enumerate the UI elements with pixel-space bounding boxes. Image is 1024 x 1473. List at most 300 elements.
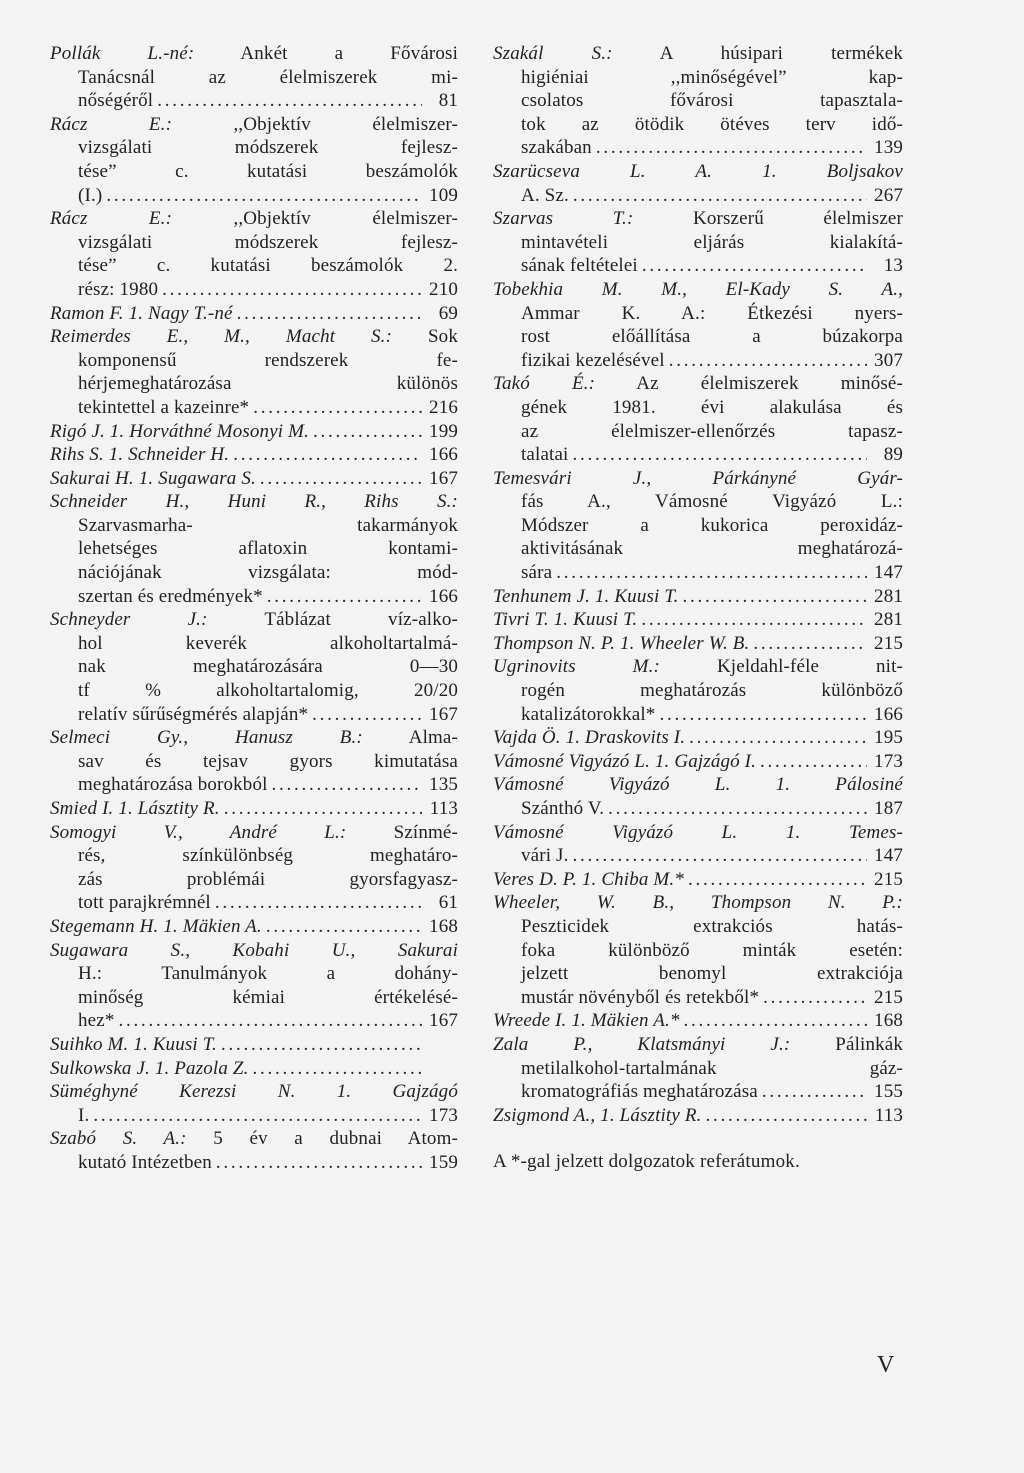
- leader-dots: [753, 632, 867, 656]
- page-ref: 167: [429, 467, 458, 489]
- index-entry: [50, 325, 458, 419]
- entry-first-line: [50, 1033, 458, 1057]
- entry-title-text: mustár növényből és retekből*: [521, 986, 760, 1008]
- entry-continuation-line: [493, 1057, 903, 1081]
- leader-dots: [608, 797, 867, 821]
- author-name: Temesvári J., Párkányné Gyár-: [493, 467, 903, 489]
- entry-title-text: tott parajkrémnél: [78, 892, 211, 914]
- entry-first-line: [493, 160, 903, 184]
- entry-continuation-line: [50, 844, 458, 868]
- entry-title-text: H.: Tanulmányok a dohány-: [78, 963, 458, 985]
- author-name: Zsigmond A., 1. Lásztity R.: [493, 1104, 702, 1126]
- index-entry: [50, 726, 458, 797]
- page-ref: 81: [438, 90, 458, 112]
- entry-continuation-line: [493, 113, 903, 137]
- entry-title-text: tekintettel a kazeinre*: [78, 396, 250, 418]
- author-name: Rigó J. 1. Horváthné Mosonyi M.: [50, 420, 309, 442]
- leader-dots: [237, 302, 422, 326]
- entry-continuation-line: [493, 561, 903, 585]
- entry-title-text: sának feltételei: [521, 255, 638, 277]
- index-entry: [50, 302, 458, 326]
- entry-title-text: sav és tejsav gyors kimutatása: [78, 750, 458, 772]
- author-name: Pollák L.-né:: [50, 43, 195, 64]
- entry-title-text: A húsipari termékek: [659, 43, 904, 64]
- author-name: Schneyder J.:: [50, 609, 208, 631]
- entry-continuation-line: [50, 679, 458, 703]
- leader-dots: [267, 585, 422, 609]
- page-ref: 267: [874, 184, 903, 206]
- entry-continuation-line: [50, 66, 458, 90]
- page-ref: 168: [874, 1010, 903, 1032]
- entry-title-text: fás A., Vámosné Vigyázó L.:: [521, 491, 903, 513]
- author-name: Tobekhia M. M., El-Kady S. A.,: [493, 278, 903, 300]
- entry-continuation-line: [493, 490, 903, 514]
- entry-title-text: Alma-: [408, 727, 458, 749]
- author-name: Rácz E.:: [50, 113, 173, 135]
- entry-continuation-line: [493, 396, 903, 420]
- page-ref: 167: [429, 1010, 458, 1032]
- index-entry: [493, 467, 903, 585]
- entry-title-text: komponensű rendszerek fe-: [78, 349, 458, 371]
- entry-continuation-line: [50, 1151, 458, 1175]
- entry-first-line: [50, 325, 458, 349]
- entry-first-line: [493, 608, 903, 632]
- entry-continuation-line: [493, 703, 903, 727]
- author-name: Smied I. 1. Lásztity R.: [50, 798, 220, 819]
- page-ref: 139: [874, 137, 903, 159]
- entry-first-line: [493, 868, 903, 892]
- index-entry: [493, 608, 903, 632]
- entry-continuation-line: [493, 254, 903, 278]
- entry-title-text: hez*: [78, 1010, 115, 1032]
- entry-continuation-line: [50, 773, 458, 797]
- entry-title-text: aktivitásának meghatározá-: [521, 538, 903, 560]
- entry-title-text: foka különböző minták esetén:: [521, 939, 903, 961]
- entry-title-text: lehetséges aflatoxin kontami-: [78, 538, 458, 560]
- entry-continuation-line: [50, 986, 458, 1010]
- footnote: A *-gal jelzett dolgozatok referátumok.: [493, 1151, 800, 1173]
- author-name: Szakál S.:: [493, 43, 613, 64]
- entry-first-line: [493, 42, 903, 66]
- entry-continuation-line: [50, 655, 458, 679]
- leader-dots: [253, 1057, 423, 1081]
- page-ref: 167: [429, 703, 458, 725]
- entry-title-text: kromatográfiás meghatározása: [521, 1081, 758, 1103]
- author-name: Reimerdes E., M., Macht S.:: [50, 326, 393, 348]
- leader-dots: [162, 278, 422, 302]
- entry-title-text: rost előállítása a búzakorpa: [521, 326, 903, 348]
- entry-title-text: Szarvasmarha- takarmányok: [78, 514, 458, 536]
- entry-first-line: [50, 939, 458, 963]
- entry-title-text: kutató Intézetben: [78, 1151, 212, 1173]
- entry-title-text: nációjának vizsgálata: mód-: [78, 562, 458, 584]
- entry-first-line: [493, 1104, 903, 1128]
- entry-continuation-line: [50, 561, 458, 585]
- leader-dots: [572, 443, 867, 467]
- entry-title-text: rogén meghatározás különböző: [521, 680, 903, 702]
- entry-first-line: [493, 632, 903, 656]
- index-entry: [50, 420, 458, 444]
- page-ref: 135: [429, 774, 458, 796]
- entry-title-text: Ammar K. A.: Étkezési nyers-: [521, 302, 903, 324]
- author-name: Wreede I. 1. Mäkien A.*: [493, 1010, 680, 1032]
- entry-title-text: talatai: [521, 444, 569, 466]
- entry-first-line: [50, 608, 458, 632]
- leader-dots: [669, 349, 867, 373]
- page-ref: 216: [429, 396, 458, 418]
- entry-title-text: rész: 1980: [78, 278, 159, 300]
- entry-continuation-line: [50, 254, 458, 278]
- author-name: Süméghyné Kerezsi N. 1. Gajzágó: [50, 1081, 458, 1103]
- entry-continuation-line: [50, 160, 458, 184]
- entry-title-text: jelzett benomyl extrakciója: [521, 963, 903, 985]
- entry-title-text: A. Sz.: [521, 184, 569, 206]
- entry-title-text: Peszticidek extrakciós hatás-: [521, 915, 903, 937]
- page-ref: 166: [429, 585, 458, 607]
- entry-title-text: Kjeldahl-féle nit-: [716, 656, 903, 678]
- entry-continuation-line: [50, 89, 458, 113]
- entry-first-line: [493, 278, 903, 302]
- entry-title-text: Korszerű élelmiszer: [693, 208, 903, 230]
- entry-first-line: [50, 1057, 458, 1081]
- entry-title-text: meghatározása borokból: [78, 774, 268, 796]
- entry-continuation-line: [493, 66, 903, 90]
- author-name: Vámosné Vigyázó L. 1. Gajzágó I.: [493, 750, 757, 772]
- entry-title-text: I.: [78, 1104, 90, 1126]
- index-entry: [493, 585, 903, 609]
- leader-dots: [596, 136, 867, 160]
- entry-continuation-line: [50, 184, 458, 208]
- entry-title-text: szakában: [521, 137, 592, 159]
- entry-title-text: higiéniai ,,minőségével” kap-: [521, 66, 903, 88]
- entry-title-text: Az élelmiszerek minősé-: [636, 373, 903, 395]
- author-name: Ugrinovits M.:: [493, 656, 661, 678]
- leader-dots: [706, 1104, 867, 1128]
- entry-title-text: vizsgálati módszerek fejlesz-: [78, 137, 458, 159]
- leader-dots: [118, 1009, 422, 1033]
- entry-first-line: [50, 797, 458, 821]
- leader-dots: [572, 844, 867, 868]
- entry-title-text: Táblázat víz-alko-: [264, 609, 458, 631]
- author-name: Vámosné Vigyázó L. 1. Pálosiné: [493, 774, 903, 796]
- page-number: V: [877, 1352, 896, 1378]
- entry-title-text: Szánthó V.: [521, 798, 605, 819]
- author-name: Szarvas T.:: [493, 208, 634, 230]
- leader-dots: [641, 608, 867, 632]
- entry-continuation-line: [50, 349, 458, 373]
- page-ref: 113: [429, 798, 458, 819]
- index-entry: [50, 490, 458, 608]
- author-name: Stegemann H. 1. Mäkien A.: [50, 915, 262, 937]
- entry-continuation-line: [50, 278, 458, 302]
- author-name: Somogyi V., André L.:: [50, 821, 347, 843]
- index-entry: [493, 160, 903, 207]
- index-entry: [493, 821, 903, 868]
- page-ref: 147: [874, 562, 903, 584]
- entry-continuation-line: [50, 868, 458, 892]
- entry-title-text: csolatos fővárosi tapasztala-: [521, 90, 903, 112]
- leader-dots: [573, 184, 867, 208]
- leader-dots: [266, 915, 422, 939]
- entry-continuation-line: [50, 1104, 458, 1128]
- entry-continuation-line: [493, 184, 903, 208]
- entry-first-line: [493, 726, 903, 750]
- index-entry: [493, 868, 903, 892]
- entry-continuation-line: [493, 797, 903, 821]
- page-ref: 199: [429, 420, 458, 442]
- leader-dots: [106, 184, 422, 208]
- entry-title-text: ,,Objektív élelmiszer-: [233, 208, 458, 230]
- entry-continuation-line: [50, 136, 458, 160]
- author-name: Schneider H., Huni R., Rihs S.:: [50, 491, 458, 513]
- entry-title-text: Pálinkák: [835, 1033, 903, 1055]
- entry-first-line: [50, 915, 458, 939]
- entry-first-line: [493, 467, 903, 491]
- entry-first-line: [50, 490, 458, 514]
- page-ref: 281: [874, 609, 903, 631]
- entry-title-text: tf % alkoholtartalomig, 20/20: [78, 680, 458, 702]
- entry-title-text: nak meghatározására 0—30: [78, 656, 458, 678]
- entry-continuation-line: [50, 537, 458, 561]
- author-name: Rihs S. 1. Schneider H.: [50, 444, 230, 466]
- index-entry: [50, 1033, 458, 1057]
- index-column-left: [50, 42, 458, 1175]
- index-entry: [50, 1057, 458, 1081]
- page-ref: 195: [874, 727, 903, 749]
- leader-dots: [215, 891, 422, 915]
- index-entry: [50, 1127, 458, 1174]
- entry-continuation-line: [50, 632, 458, 656]
- page-ref: 281: [874, 585, 903, 607]
- index-entry: [50, 1080, 458, 1127]
- author-name: Veres D. P. 1. Chiba M.*: [493, 868, 684, 890]
- page-ref: 168: [429, 915, 458, 937]
- entry-continuation-line: [50, 514, 458, 538]
- entry-first-line: [493, 891, 903, 915]
- entry-title-text: vári J.: [521, 845, 569, 867]
- entry-first-line: [50, 302, 458, 326]
- entry-title-text: Sok: [427, 326, 458, 348]
- page-ref: 210: [429, 278, 458, 300]
- leader-dots: [556, 561, 867, 585]
- leader-dots: [272, 773, 422, 797]
- entry-first-line: [50, 443, 458, 467]
- entry-title-text: hol keverék alkoholtartalmá-: [78, 632, 458, 654]
- index-entry: [493, 632, 903, 656]
- leader-dots: [93, 1104, 422, 1128]
- leader-dots: [313, 420, 422, 444]
- index-entry: [493, 891, 903, 1009]
- index-column-right: [493, 42, 903, 1173]
- page-ref: 159: [429, 1151, 458, 1173]
- leader-dots: [683, 585, 867, 609]
- entry-continuation-line: [50, 891, 458, 915]
- entry-continuation-line: [493, 1080, 903, 1104]
- page-ref: 215: [874, 986, 903, 1008]
- entry-continuation-line: [50, 231, 458, 255]
- page-ref: 166: [874, 703, 903, 725]
- index-entry: [493, 1104, 903, 1128]
- entry-title-text: szertan és eredmények*: [78, 585, 263, 607]
- page-ref: 307: [874, 349, 903, 371]
- index-entry: [493, 42, 903, 160]
- page-ref: 155: [874, 1081, 903, 1103]
- entry-continuation-line: [493, 349, 903, 373]
- entry-title-text: Tanácsnál az élelmiszerek mi-: [78, 66, 458, 88]
- entry-continuation-line: [493, 514, 903, 538]
- index-entry: [50, 821, 458, 915]
- entry-first-line: [493, 773, 903, 797]
- author-name: Vámosné Vigyázó L. 1. Temes-: [493, 821, 903, 843]
- author-name: Sulkowska J. 1. Pazola Z.: [50, 1057, 249, 1079]
- author-name: Suihko M. 1. Kuusi T.: [50, 1033, 217, 1055]
- author-name: Thompson N. P. 1. Wheeler W. B.: [493, 632, 750, 654]
- leader-dots: [688, 868, 867, 892]
- entry-continuation-line: [50, 372, 458, 396]
- leader-dots: [760, 750, 867, 774]
- entry-title-text: Ankét a Fővárosi: [240, 43, 459, 64]
- index-entry: [50, 42, 458, 113]
- entry-continuation-line: [493, 302, 903, 326]
- author-name: Sakurai H. 1. Sugawara S.: [50, 467, 256, 489]
- leader-dots: [221, 1033, 422, 1057]
- entry-title-text: (I.): [78, 184, 103, 206]
- leader-dots: [763, 986, 867, 1010]
- entry-first-line: [493, 207, 903, 231]
- page-ref: 215: [874, 868, 903, 890]
- index-entry: [50, 915, 458, 939]
- index-entry: [50, 443, 458, 467]
- entry-first-line: [493, 1009, 903, 1033]
- page-ref: 215: [874, 632, 903, 654]
- entry-continuation-line: [493, 537, 903, 561]
- entry-title-text: ,,Objektív élelmiszer-: [233, 113, 458, 135]
- page-ref: 147: [874, 845, 903, 867]
- entry-continuation-line: [493, 939, 903, 963]
- entry-title-text: az élelmiszer-ellenőrzés tapasz-: [521, 420, 903, 442]
- index-entry: [493, 1033, 903, 1104]
- entry-title-text: minőség kémiai értékelésé-: [78, 986, 458, 1008]
- entry-first-line: [493, 655, 903, 679]
- entry-title-text: nőségéről: [78, 90, 154, 112]
- index-entry: [493, 372, 903, 466]
- page-ref: 61: [438, 892, 458, 914]
- entry-continuation-line: [493, 443, 903, 467]
- entry-first-line: [50, 1080, 458, 1104]
- author-name: Zala P., Klatsmányi J.:: [493, 1033, 791, 1055]
- leader-dots: [216, 1151, 422, 1175]
- author-name: Wheeler, W. B., Thompson N. P.:: [493, 892, 903, 914]
- entry-continuation-line: [493, 231, 903, 255]
- index-entry: [50, 797, 458, 821]
- leader-dots: [312, 703, 422, 727]
- leader-dots: [684, 1009, 867, 1033]
- page-ref: 13: [883, 255, 903, 277]
- entry-title-text: tok az ötödik ötéves terv idő-: [521, 113, 903, 135]
- entry-first-line: [493, 372, 903, 396]
- entry-title-text: hérjemeghatározása különös: [78, 373, 458, 395]
- entry-title-text: tése” c. kutatási beszámolók 2.: [78, 255, 458, 277]
- entry-continuation-line: [493, 986, 903, 1010]
- index-entry: [493, 773, 903, 820]
- entry-title-text: metilalkohol-tartalmának gáz-: [521, 1057, 903, 1079]
- entry-first-line: [50, 467, 458, 491]
- entry-title-text: Színmé-: [393, 821, 458, 843]
- leader-dots: [157, 89, 422, 113]
- leader-dots: [762, 1080, 867, 1104]
- entry-title-text: tése” c. kutatási beszámolók: [78, 160, 458, 182]
- leader-dots: [260, 467, 422, 491]
- index-entry: [50, 113, 458, 207]
- entry-first-line: [50, 42, 458, 66]
- author-name: Rácz E.:: [50, 208, 173, 230]
- entry-title-text: mintavételi eljárás kialakítá-: [521, 231, 903, 253]
- index-entry: [493, 1009, 903, 1033]
- index-entry: [493, 750, 903, 774]
- entry-first-line: [50, 1127, 458, 1151]
- author-name: Tivri T. 1. Kuusi T.: [493, 609, 638, 631]
- page-ref: 166: [429, 444, 458, 466]
- page-ref: 109: [429, 184, 458, 206]
- entry-continuation-line: [50, 962, 458, 986]
- author-name: Szarücseva L. A. 1. Boljsakov: [493, 160, 903, 182]
- entry-continuation-line: [493, 136, 903, 160]
- leader-dots: [642, 254, 867, 278]
- entry-title-text: rés, színkülönbség meghatáro-: [78, 845, 458, 867]
- index-entry: [493, 207, 903, 278]
- entry-continuation-line: [493, 420, 903, 444]
- entry-first-line: [493, 750, 903, 774]
- entry-first-line: [50, 113, 458, 137]
- leader-dots: [253, 396, 422, 420]
- entry-first-line: [50, 726, 458, 750]
- leader-dots: [224, 797, 422, 821]
- leader-dots: [233, 443, 422, 467]
- entry-continuation-line: [50, 750, 458, 774]
- author-name: Takó É.:: [493, 373, 596, 395]
- index-entry: [493, 278, 903, 372]
- entry-first-line: [50, 207, 458, 231]
- entry-first-line: [50, 821, 458, 845]
- entry-continuation-line: [50, 1009, 458, 1033]
- page-ref: 113: [874, 1104, 903, 1126]
- index-entry: [50, 207, 458, 301]
- entry-title-text: relatív sűrűségmérés alapján*: [78, 703, 309, 725]
- entry-continuation-line: [493, 325, 903, 349]
- index-entry: [493, 726, 903, 750]
- index-entry: [50, 467, 458, 491]
- right-entries: [493, 42, 903, 1127]
- entry-continuation-line: [493, 915, 903, 939]
- page-ref: 69: [438, 302, 458, 324]
- entry-continuation-line: [50, 703, 458, 727]
- author-name: Sugawara S., Kobahi U., Sakurai: [50, 939, 458, 961]
- entry-title-text: zás problémái gyorsfagyasz-: [78, 868, 458, 890]
- page-ref: 89: [883, 444, 903, 466]
- entry-title-text: fizikai kezelésével: [521, 349, 665, 371]
- leader-dots: [689, 726, 867, 750]
- entry-continuation-line: [493, 89, 903, 113]
- entry-first-line: [50, 420, 458, 444]
- page-ref: 173: [874, 750, 903, 772]
- entry-continuation-line: [50, 585, 458, 609]
- entry-title-text: Módszer a kukorica peroxidáz-: [521, 514, 903, 536]
- author-name: Ramon F. 1. Nagy T.-né: [50, 302, 233, 324]
- entry-title-text: 5 év a dubnai Atom-: [213, 1128, 458, 1150]
- entry-title-text: sára: [521, 562, 553, 584]
- index-entry: [50, 939, 458, 1033]
- entry-continuation-line: [493, 962, 903, 986]
